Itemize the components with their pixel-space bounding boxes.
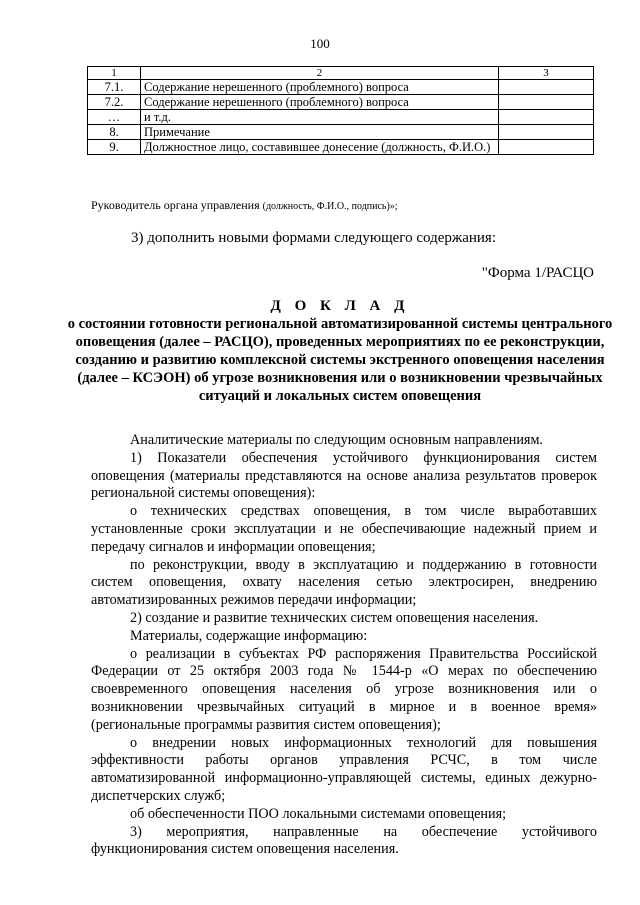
paragraph: 2) создание и развитие технических систем оповещения населения. xyxy=(130,609,539,626)
row-text: Должностное лицо, составившее донесение (должность, Ф.И.О.) xyxy=(141,140,499,155)
table-row xyxy=(88,110,594,125)
paragraph: Аналитические материалы по следующим основным направлениям. xyxy=(130,432,543,448)
table-row xyxy=(88,140,594,155)
row-value xyxy=(499,140,594,155)
report-title xyxy=(60,297,620,405)
row-text: и т.д. xyxy=(141,110,499,125)
table-row xyxy=(88,125,594,140)
row-value xyxy=(499,80,594,95)
header-cell: 2 xyxy=(141,67,499,80)
row-number: 9. xyxy=(88,140,141,155)
row-number: 7.1. xyxy=(88,80,141,95)
row-value xyxy=(499,110,594,125)
paragraph: 3) мероприятия, направленные на обеспечение устойчивого функционирования систем оповещения населения. xyxy=(91,823,597,858)
title-subject: о состоянии готовности региональной автоматизированной системы центрального оповещения (далее – РАСЦО), проведенных мероприятиях по ее реконструкции, созданию и развитию комплексной системы экстренного оповещения населения (далее – КСЭОН) об угрозе возникновения или о возникновении чрезвычайных ситуаций и локальных систем оповещения xyxy=(67,316,613,404)
form-label: "Форма 1/РАСЦО xyxy=(481,265,594,281)
report-table xyxy=(87,66,594,155)
paragraph: по реконструкции, вводу в эксплуатацию и поддержанию в готовности систем оповещения, охвату населения сетью электросирен, внедрению автоматизированных режимов передачи информации; xyxy=(91,556,597,609)
paragraph: о технических средствах оповещения, в том числе выработавших установленные сроки эксплуатации и не обеспечивающие надежный прием и передачу сигналов и информации оповещения; xyxy=(91,503,597,555)
paragraph: о реализации в субъектах РФ распоряжения Правительства Российской Федерации от 25 октября 2003 года № 1544-р «О мерах по обеспечению своевременного оповещения населения об угрозе возникновения или о возникновении чрезвычайных ситуаций в мирное и в военное время» (региональные программы развития систем оповещения); xyxy=(91,645,597,733)
row-number: 8. xyxy=(88,125,141,140)
row-text: Содержание нерешенного (проблемного) вопроса xyxy=(141,80,499,95)
title-heading: Д О К Л А Д xyxy=(270,298,410,314)
row-text: Содержание нерешенного (проблемного) вопроса xyxy=(141,95,499,110)
signer-line xyxy=(91,198,398,213)
table-row xyxy=(88,80,594,95)
signer-label: Руководитель органа управления xyxy=(91,198,260,212)
paragraph: о внедрении новых информационных технологий для повышения эффективности работы органов управления РСЧС, в том числе автоматизированной информационно-управляющей системы, единых дежурно-диспетчерских служб; xyxy=(91,734,597,804)
report-body xyxy=(91,432,597,859)
table-header-row xyxy=(88,67,594,80)
header-cell: 1 xyxy=(88,67,141,80)
signer-details: (должность, Ф.И.О., подпись)»; xyxy=(262,201,398,212)
row-value xyxy=(499,95,594,110)
paragraph: об обеспеченности ПОО локальными системами оповещения; xyxy=(130,805,507,822)
table-row xyxy=(88,95,594,110)
page-number: 100 xyxy=(310,36,330,51)
row-number: 7.2. xyxy=(88,95,141,110)
row-number: … xyxy=(88,110,141,125)
paragraph: Материалы, содержащие информацию: xyxy=(130,627,368,644)
row-value xyxy=(499,125,594,140)
row-text: Примечание xyxy=(141,125,499,140)
paragraph: 1) Показатели обеспечения устойчивого функционирования систем оповещения (материалы представляются на основе анализа результатов проверок региональной системы оповещения): xyxy=(91,449,597,502)
header-cell: 3 xyxy=(499,67,594,80)
clause-3: 3) дополнить новыми формами следующего содержания: xyxy=(131,230,496,246)
